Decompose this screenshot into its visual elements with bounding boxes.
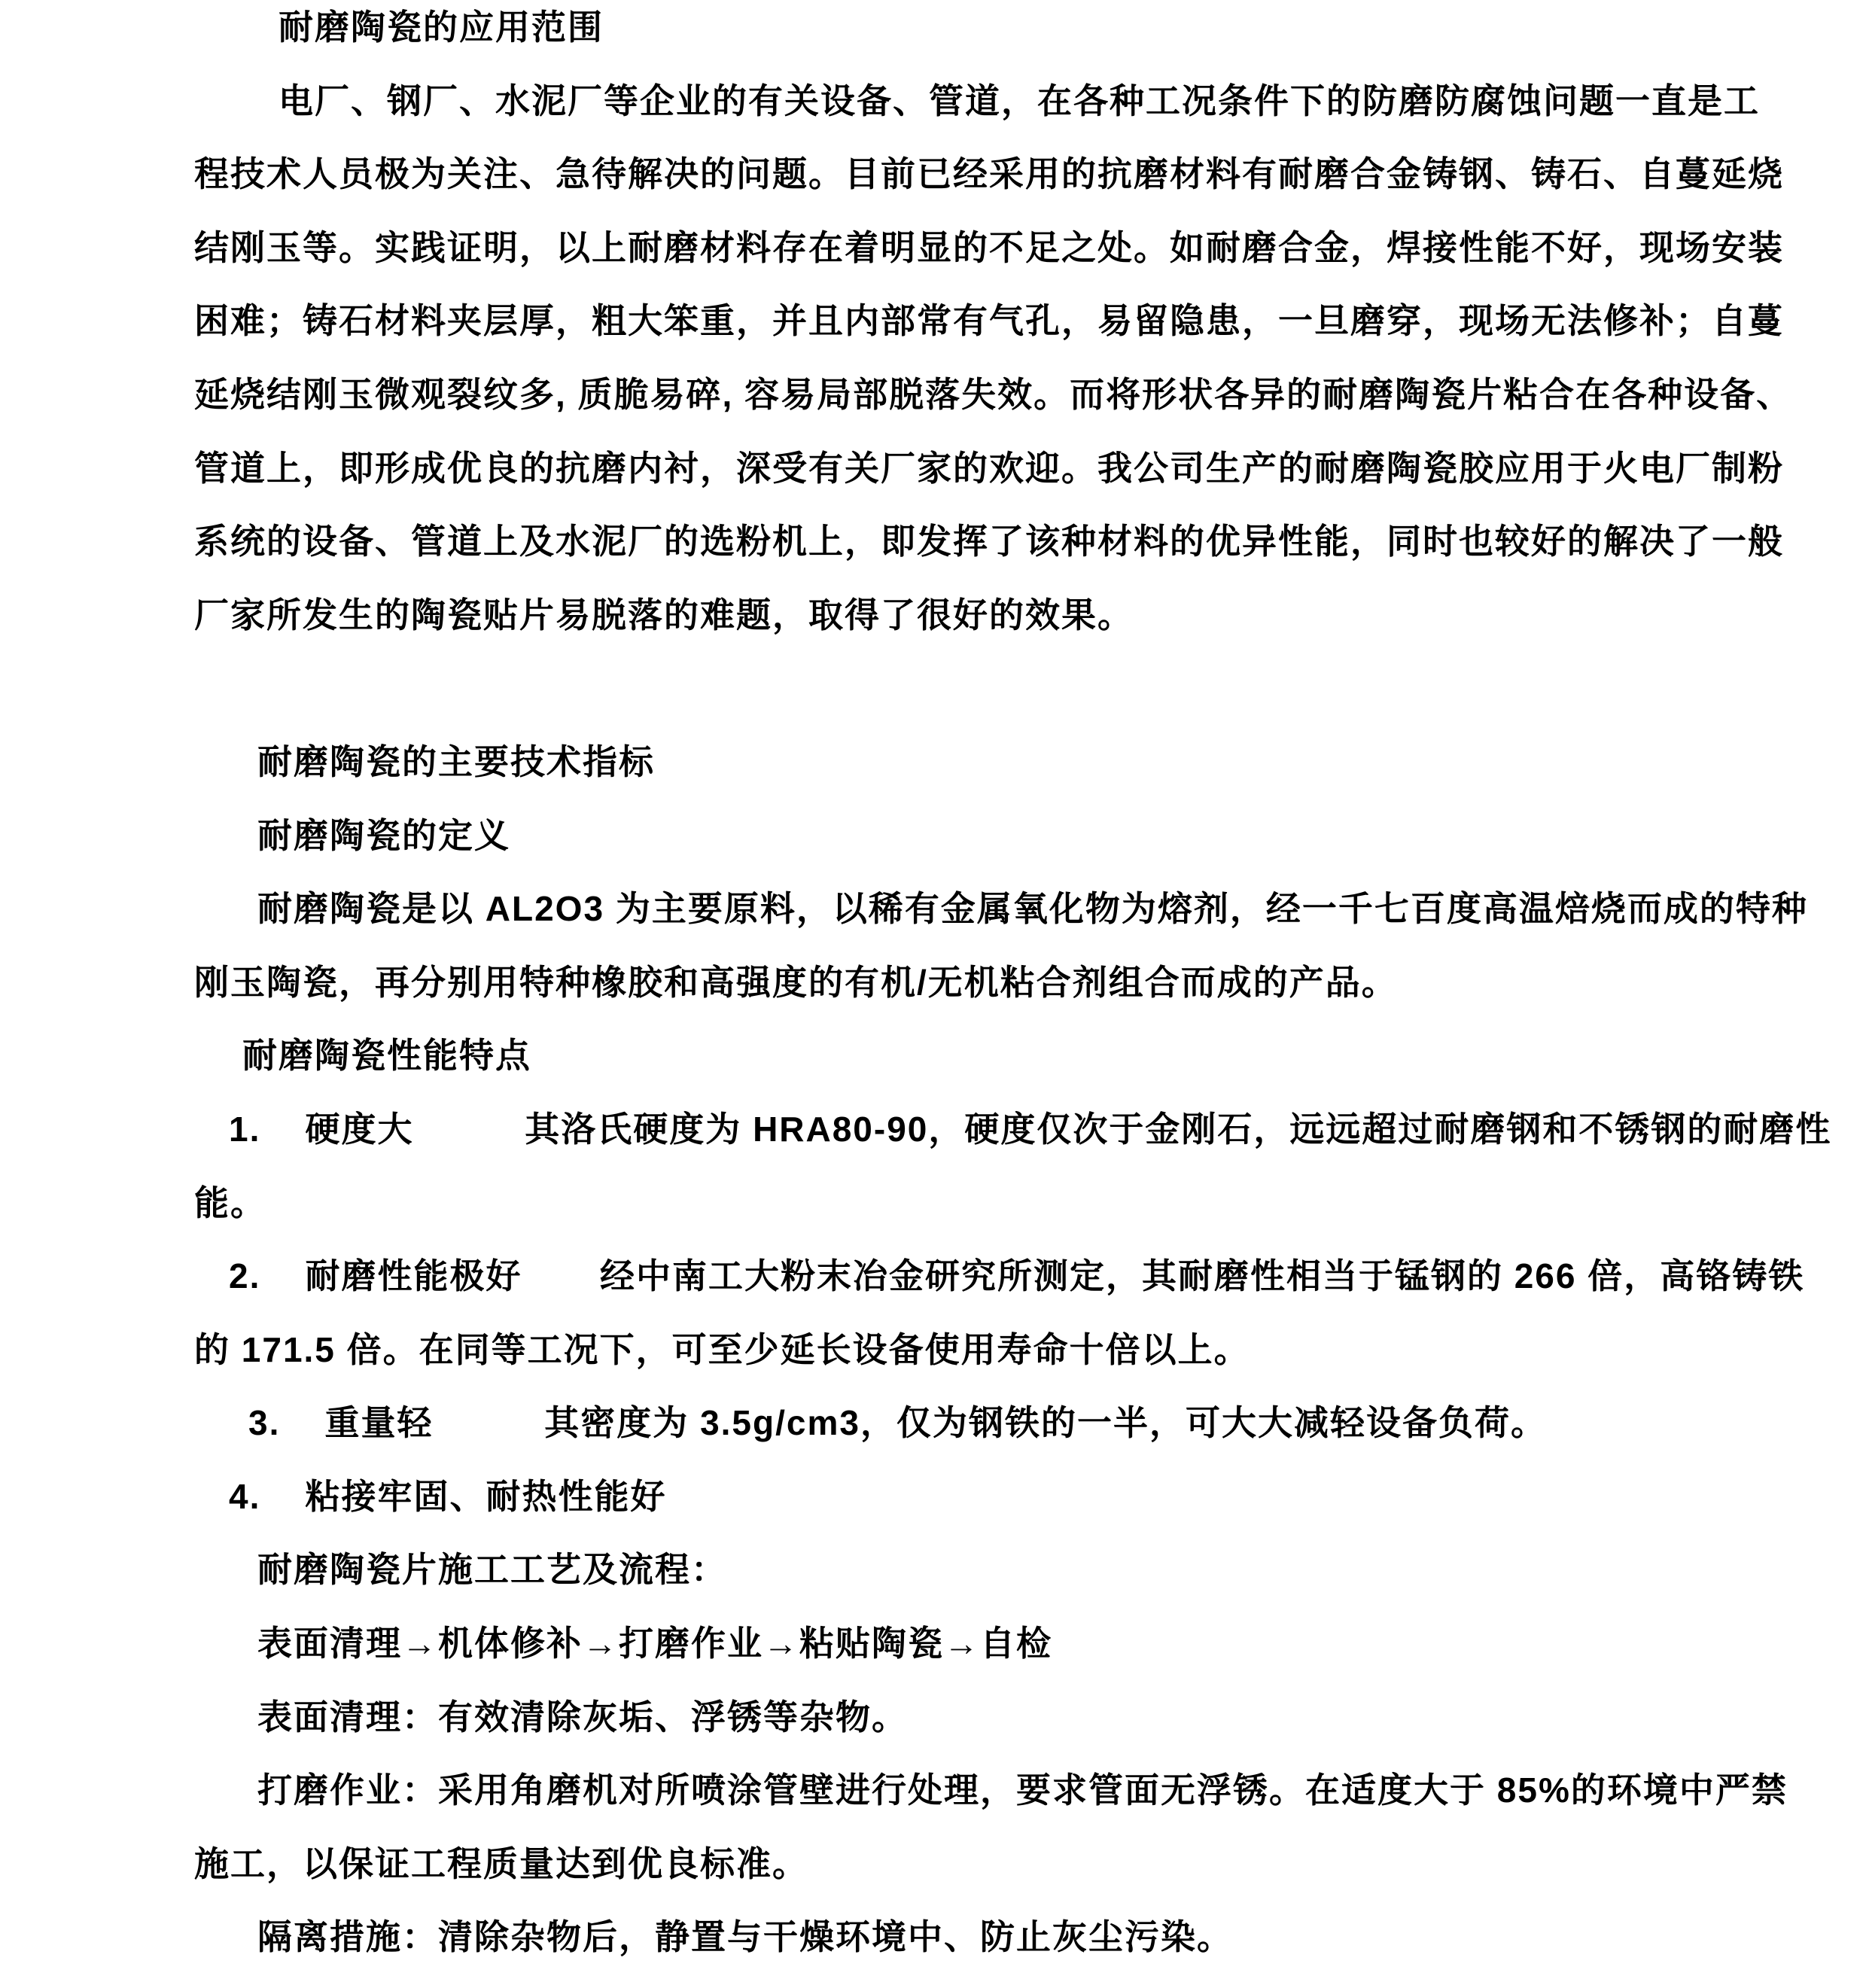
text-line: 耐磨陶瓷的主要技术指标 xyxy=(257,741,655,781)
text-line: 结刚玉等。实践证明，以上耐磨材料存在着明显的不足之处。如耐磨合金，焊接性能不好，现场安装 xyxy=(194,227,1784,267)
text-line: 耐磨陶瓷的定义 xyxy=(257,815,510,855)
text-line: 耐磨陶瓷片施工工艺及流程： xyxy=(257,1550,727,1590)
text-line: 隔离措施：清除杂物后，静置与干燥环境中、防止灰尘污染。 xyxy=(257,1917,1233,1957)
text-line: 耐磨陶瓷的应用范围 xyxy=(279,8,604,47)
text-line: 1. 硬度大 其洛氏硬度为 HRA80-90，硬度仅次于金刚石，远远超过耐磨钢和不锈钢的耐磨性 xyxy=(229,1109,1832,1149)
text-line: 表面清理：有效清除灰垢、浮锈等杂物。 xyxy=(257,1697,908,1737)
text-line: 4. 粘接牢固、耐热性能好 xyxy=(229,1476,667,1516)
text-line: 延烧结刚玉微观裂纹多, 质脆易碎, 容易局部脱落失效。而将形状各异的耐磨陶瓷片粘合在各种设备、 xyxy=(194,374,1793,414)
blank-line xyxy=(194,665,1836,739)
text-line: 能。 xyxy=(194,1183,266,1222)
text-line: 刚玉陶瓷，再分别用特种橡胶和高强度的有机/无机粘合剂组合而成的产品。 xyxy=(194,962,1398,1002)
text-line: 电厂、钢厂、水泥厂等企业的有关设备、管道，在各种工况条件下的防磨防腐蚀问题一直是工 xyxy=(279,81,1760,120)
text-line: 3. 重量轻 其密度为 3.5g/cm3，仅为钢铁的一半，可大大减轻设备负荷。 xyxy=(248,1403,1547,1443)
text-line: 系统的设备、管道上及水泥厂的选粉机上，即发挥了该种材料的优异性能，同时也较好的解决了一般 xyxy=(194,522,1784,562)
text-line: 管道上，即形成优良的抗磨内衬，深受有关厂家的欢迎。我公司生产的耐磨陶瓷胶应用于火电厂制粉 xyxy=(194,448,1784,488)
text-line: 困难；铸石材料夹层厚，粗大笨重，并且内部常有气孔，易留隐患，一旦磨穿，现场无法修补；自蔓 xyxy=(194,301,1784,341)
text-line: 耐磨陶瓷性能特点 xyxy=(242,1036,531,1076)
text-line: 的 171.5 倍。在同等工况下，可至少延长设备使用寿命十倍以上。 xyxy=(194,1329,1250,1369)
text-lines xyxy=(194,5,1836,1988)
text-line: 表面清理→机体修补→打磨作业→粘贴陶瓷→自检 xyxy=(257,1624,1052,1664)
text-line: 2. 耐磨性能极好 经中南工大粉末冶金研究所测定，其耐磨性相当于锰钢的 266 倍，高铬铸铁 xyxy=(229,1256,1805,1296)
text-line: 打磨作业：采用角磨机对所喷涂管壁进行处理，要求管面无浮锈。在适度大于 85%的环境中严禁 xyxy=(257,1770,1788,1810)
text-line: 厂家所发生的陶瓷贴片易脱落的难题，取得了很好的效果。 xyxy=(194,595,1134,635)
text-line: 施工，以保证工程质量达到优良标准。 xyxy=(194,1843,808,1883)
text-line: 耐磨陶瓷是以 AL2O3 为主要原料，以稀有金属氧化物为熔剂，经一千七百度高温焙烧而成的特种 xyxy=(257,889,1808,929)
text-line: 程技术人员极为关注、急待解决的问题。目前已经采用的抗磨材料有耐磨合金铸钢、铸石、自蔓延烧 xyxy=(194,154,1784,194)
